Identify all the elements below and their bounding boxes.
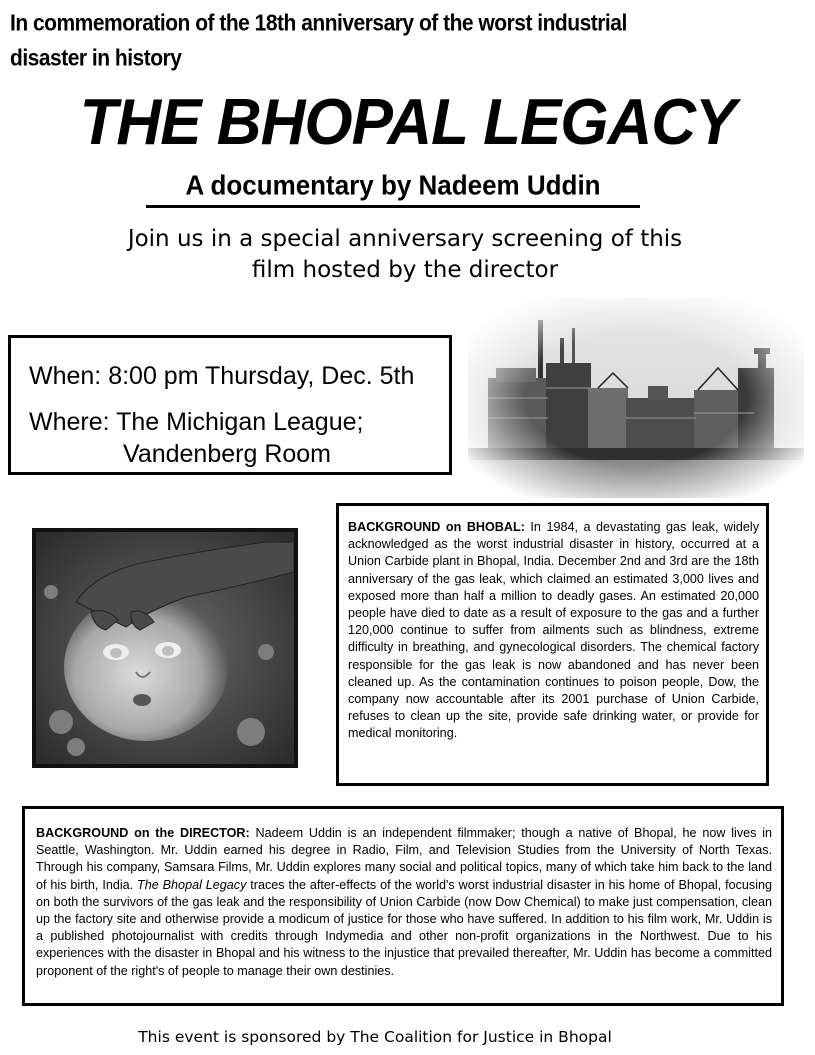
background-director-heading: BACKGROUND on the DIRECTOR: [36,826,250,840]
subtitle-underline [146,205,640,208]
page-title: THE BHOPAL LEGACY [79,86,736,159]
event-details-box [8,335,452,475]
event-when: When: 8:00 pm Thursday, Dec. 5th [29,362,415,390]
child-victim-photo [32,528,298,768]
event-where: Where: The Michigan League; [29,408,364,436]
sponsor-line: This event is sponsored by The Coalition for Justice in Bhopal [138,1028,612,1046]
background-director-body-2: traces the after-effects of the world's worst industrial disaster in his home of Bhopal, focusing on both the survivors of the gas leak and the responsibility of Union Carbide (now Dow Chemical) to make just compensation, clean up the factory site and otherwise provide a modicum of justice for those who have suffered. In addition to his film work, Mr. Uddin is a published photojournalist with credits through Indymedia and other non-profit organizations in the Northwest. Due to his experiences with the disaster in Bhopal and his witness to the injustice that prevailed thereafter, Mr. Uddin has become a committed proponent of the right's of people to manage their own destinies. [36,877,772,978]
background-bhopal-body: In 1984, a devastating gas leak, widely acknowledged as the worst industrial disaster in history, occurred at a Union Carbide plant in Bhopal, India. December 2nd and 3rd are the 18th anniversary of the gas leak, which claimed an estimated 3,000 lives and exposed more than half a million to deadly gases. An estimated 20,000 people have died to date as a result of exposure to the gas and a further 120,000 continue to suffer from ailments such as blindness, extreme difficulty in breathing, and gynecological disorders. The chemical factory responsible for the gas leak is now abandoned and has never been cleaned up. As the contamination continues to poison people, Dow, the company now accountable after its 2001 purchase of Union Carbide, refuses to clean up the site, provide safe drinking water, or provide for medical monitoring. [348,520,759,741]
factory-photo [468,298,804,498]
background-bhopal-box [336,503,769,786]
screening-invitation [60,224,750,286]
background-director-body-1: Nadeem Uddin is an independent filmmaker; though a native of Bhopal, he now lives in Seattle, Washington. Mr. Uddin earned his degree in Radio, Film, and Television Studies from the University of North Texas. Through his company, Samsara Films, Mr. Uddin explores many social and political topics, many of which take him back to the land of his birth, India. [36,826,773,892]
invite-line-1: Join us in a special anniversary screening of this [127,226,683,252]
documentary-subtitle: A documentary by Nadeem Uddin [185,168,601,202]
event-where-room: Vandenberg Room [123,440,332,468]
background-director-box [22,806,784,1006]
background-bhopal-heading: BACKGROUND on BHOBAL: [348,520,525,534]
commemoration-heading: In commemoration of the 18th anniversary of the worst industrial disaster in history [10,10,627,71]
film-title: The Bhopal Legacy [137,877,247,892]
invite-line-2: film hosted by the director [251,257,559,283]
